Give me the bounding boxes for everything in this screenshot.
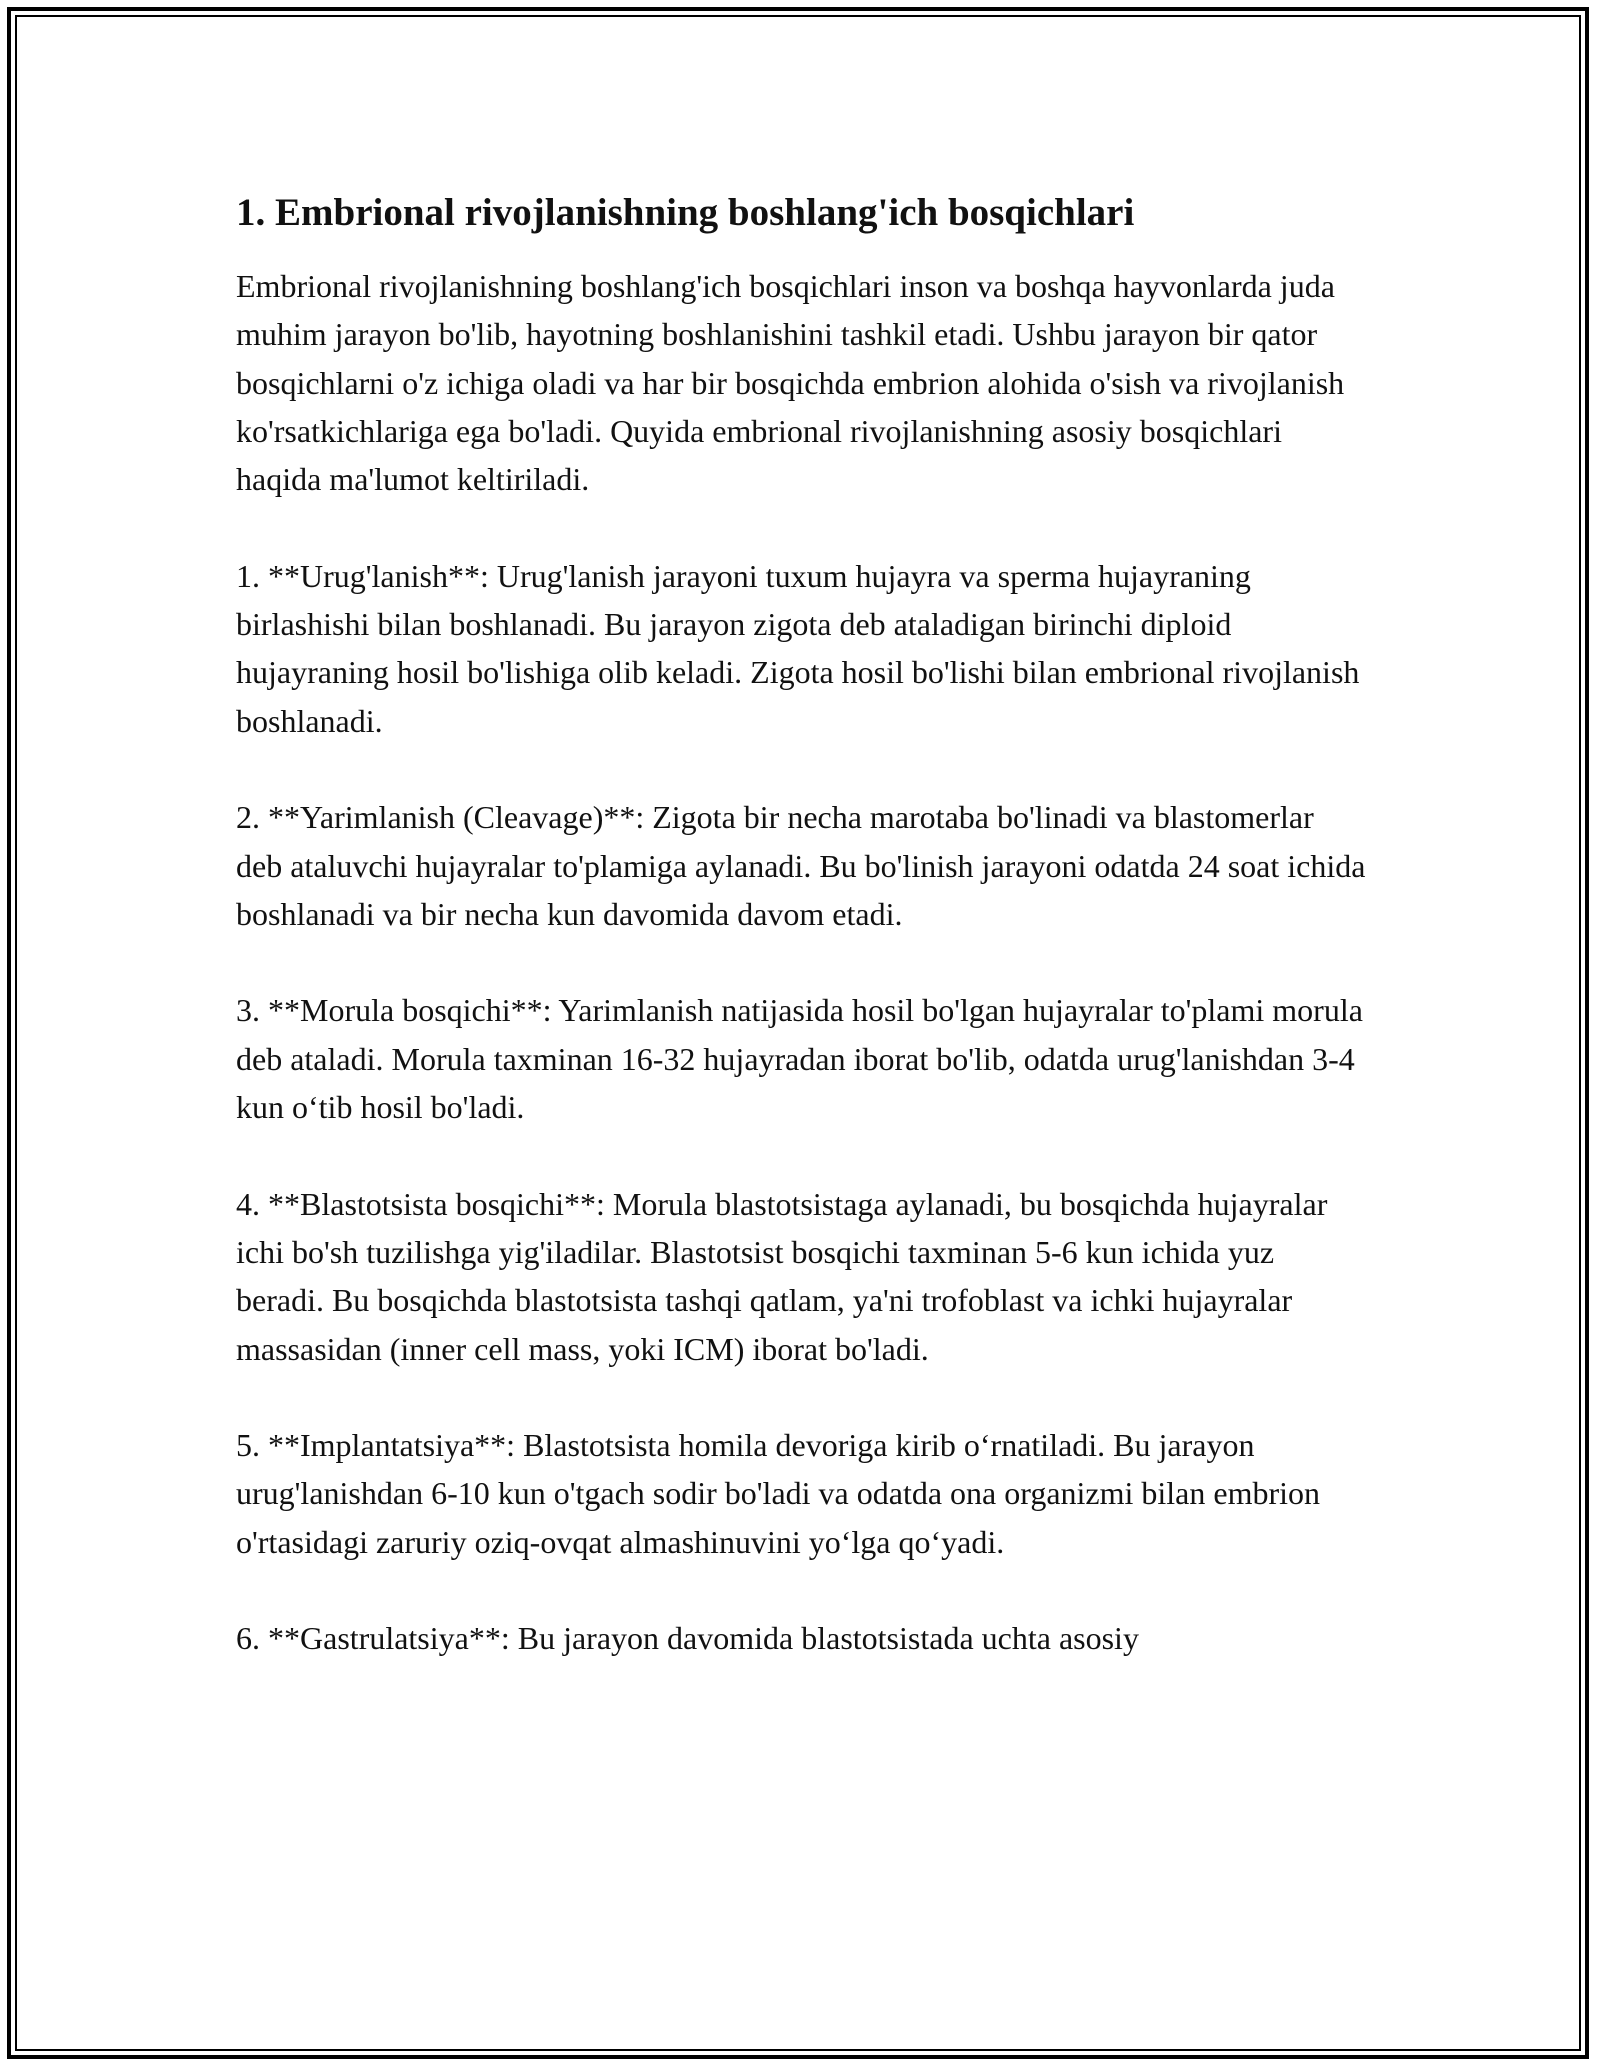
stage-paragraph-blastocyst: 4. **Blastotsista bosqichi**: Morula blastotsistaga aylanadi, bu bosqichda hujayralar ichi bo'sh tuzilishga yig'iladilar. Blastotsist bosqichi taxminan 5-6 kun ichida yuz beradi. Bu bosqichda blastotsista tashqi qatlam, ya'ni trofoblast va ichki hujayralar massasidan (inner cell mass, yoki ICM) iborat bo'ladi. xyxy=(236,1185,1328,1367)
stage-paragraph-morula: 3. **Morula bosqichi**: Yarimlanish natijasida hosil bo'lgan hujayralar to'plami morula deb ataladi. Morula taxminan 16-32 hujayradan iborat bo'lib, odatda urug'lanishdan 3-4 kun o‘tib hosil bo'ladi. xyxy=(236,992,1363,1126)
stage-paragraph-cleavage: 2. **Yarimlanish (Cleavage)**: Zigota bir necha marotaba bo'linadi va blastomerlar deb ataluvchi hujayralar to'plamiga aylanadi. Bu bo'linish jarayoni odatda 24 soat ichida boshlanadi va bir necha kun davomida davom etadi. xyxy=(236,799,1366,932)
stage-paragraph-gastrulation: 6. **Gastrulatsiya**: Bu jarayon davomida blastotsistada uchta asosiy xyxy=(236,1620,1139,1657)
stage-paragraph-fertilization: 1. **Urug'lanish**: Urug'lanish jarayoni tuxum hujayra va sperma hujayraning birlashishi bilan boshlanadi. Bu jarayon zigota deb ataladigan birinchi diploid hujayraning hosil bo'lishiga olib keladi. Zigota hosil bo'lishi bilan embrional rivojlanish boshlanadi. xyxy=(236,557,1360,739)
intro-paragraph: Embrional rivojlanishning boshlang'ich bosqichlari inson va boshqa hayvonlarda juda muhim jarayon bo'lib, hayotning boshlanishini tashkil etadi. Ushbu jarayon bir qator bosqichlarni o'z ichiga oladi va har bir bosqichda embrion alohida o'sish va rivojlanish ko'rsatkichlariga ega bo'ladi. Quyida embrional rivojlanishning asosiy bosqichlari haqida ma'lumot keltiriladi. xyxy=(236,268,1345,498)
stage-paragraph-implantation: 5. **Implantatsiya**: Blastotsista homila devoriga kirib o‘rnatiladi. Bu jarayon urug'lanishdan 6-10 kun o'tgach sodir bo'ladi va odatda ona organizmi bilan embrion o'rtasidagi zaruriy oziq-ovqat almashinuvini yo‘lga qo‘yadi. xyxy=(236,1427,1321,1560)
document-title: 1. Embrional rivojlanishning boshlang'ich bosqichlari xyxy=(236,191,1135,234)
document-body xyxy=(236,186,1366,1663)
